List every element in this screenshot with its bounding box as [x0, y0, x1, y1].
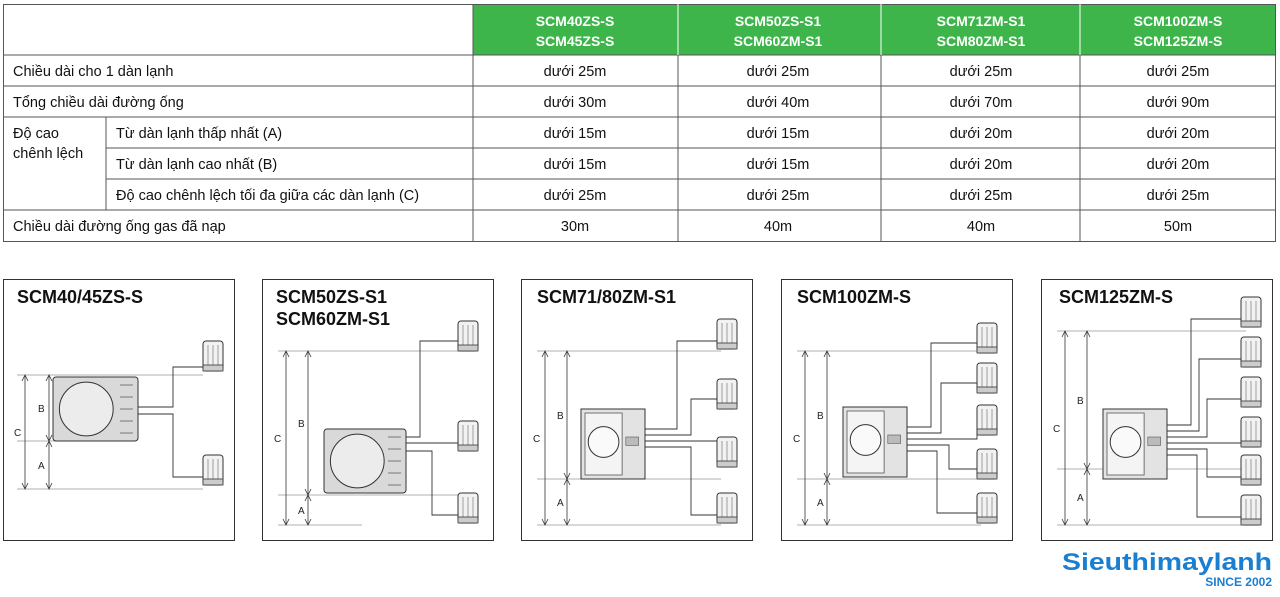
indoor-unit: [717, 493, 737, 523]
indoor-unit: [203, 455, 223, 485]
header-col1-line2: SCM45ZS-S: [535, 33, 615, 49]
brand-logo-svg: [1060, 548, 1276, 592]
diagram-3-title: SCM71/80ZM-S1: [537, 287, 677, 307]
spec-table-svg: [3, 4, 1276, 242]
dimension-label: C: [274, 434, 282, 445]
indoor-unit: [717, 437, 737, 467]
cell-r5-c1: dưới 25m: [543, 188, 607, 204]
diagram-5-svg: [1041, 279, 1273, 541]
diagram-2-title-line1: SCM50ZS-S1: [276, 287, 388, 307]
diagram-1: [3, 279, 235, 541]
row-label-1: Chiều dài cho 1 dàn lạnh: [13, 64, 174, 80]
group-label-line2: chênh lệch: [13, 146, 84, 162]
dimension-label: A: [817, 498, 824, 509]
indoor-unit: [1241, 495, 1261, 525]
cell-r1-c4: dưới 25m: [1146, 64, 1210, 80]
cell-r5-c2: dưới 25m: [746, 188, 810, 204]
row-label-3: Từ dàn lạnh thấp nhất (A): [116, 126, 283, 142]
outdoor-valve-panel: [888, 435, 901, 443]
dimension-label: A: [38, 461, 45, 472]
indoor-unit: [1241, 337, 1261, 367]
cell-r5-c4: dưới 25m: [1146, 188, 1210, 204]
indoor-unit: [1241, 377, 1261, 407]
header-col3-line2: SCM80ZM-S1: [936, 33, 1026, 49]
dimension-label: B: [1077, 396, 1084, 407]
cell-r3-c2: dưới 15m: [746, 126, 810, 142]
refrigerant-pipe: [645, 441, 717, 457]
dimension-label: C: [793, 434, 801, 445]
indoor-unit: [977, 449, 997, 479]
indoor-unit: [977, 363, 997, 393]
outdoor-fan: [59, 382, 113, 436]
header-col3-line1: SCM71ZM-S1: [936, 13, 1026, 29]
diagram-2: [262, 279, 494, 541]
diagram-3: [521, 279, 753, 541]
dimension-label: B: [817, 411, 824, 422]
outdoor-fan: [850, 425, 881, 456]
refrigerant-pipe: [138, 367, 203, 407]
diagram-3-svg: [521, 279, 753, 541]
indoor-unit: [1241, 455, 1261, 485]
indoor-unit: [1241, 417, 1261, 447]
indoor-unit: [458, 493, 478, 523]
row-label-6: Chiều dài đường ống gas đã nạp: [13, 219, 226, 235]
outdoor-valve-panel: [626, 437, 639, 445]
dimension-label: B: [557, 411, 564, 422]
cell-r1-c2: dưới 25m: [746, 64, 810, 80]
diagram-4: [781, 279, 1013, 541]
refrigerant-pipe: [645, 447, 717, 515]
refrigerant-pipe: [406, 451, 458, 515]
outdoor-fan: [1110, 427, 1141, 458]
dimension-label: A: [1077, 493, 1084, 504]
indoor-unit: [1241, 297, 1261, 327]
diagram-4-svg: [781, 279, 1013, 541]
cell-r3-c4: dưới 20m: [1146, 126, 1210, 142]
brand-logo: [1060, 548, 1276, 592]
refrigerant-pipe: [907, 343, 977, 427]
cell-r2-c2: dưới 40m: [746, 95, 810, 111]
refrigerant-pipe: [645, 399, 717, 435]
dimension-label: C: [14, 428, 22, 439]
row-label-4: Từ dàn lạnh cao nhất (B): [116, 157, 278, 173]
cell-r6-c2: 40m: [763, 219, 793, 235]
outdoor-fan: [330, 434, 384, 488]
cell-r3-c3: dưới 20m: [949, 126, 1013, 142]
refrigerant-pipe: [138, 414, 203, 477]
logo-wordmark: Sieuthimaylanh: [1062, 549, 1272, 576]
diagram-1-title: SCM40/45ZS-S: [17, 287, 144, 307]
row-label-5: Độ cao chênh lệch tối đa giữa các dàn lạnh (C): [116, 188, 420, 204]
dimension-label: C: [533, 434, 541, 445]
cell-r6-c1: 30m: [560, 219, 590, 235]
outdoor-fan: [588, 427, 619, 458]
diagram-5: [1041, 279, 1273, 541]
diagram-2-svg: [262, 279, 494, 541]
cell-r4-c2: dưới 15m: [746, 157, 810, 173]
dimension-label: B: [298, 419, 305, 430]
cell-r4-c4: dưới 20m: [1146, 157, 1210, 173]
indoor-unit: [977, 493, 997, 523]
diagram-2-title-line2: SCM60ZM-S1: [276, 309, 391, 329]
refrigerant-pipe: [645, 341, 717, 429]
refrigerant-pipe: [907, 383, 977, 433]
diagram-1-svg: [3, 279, 235, 541]
dimension-label: C: [1053, 424, 1061, 435]
cell-r1-c1: dưới 25m: [543, 64, 607, 80]
diagram-4-title: SCM100ZM-S: [797, 287, 912, 307]
cell-r2-c1: dưới 30m: [543, 95, 607, 111]
header-blank: [3, 4, 473, 55]
cell-r4-c1: dưới 15m: [543, 157, 607, 173]
cell-r6-c3: 40m: [966, 219, 996, 235]
cell-r2-c3: dưới 70m: [949, 95, 1013, 111]
header-col4-line1: SCM100ZM-S: [1133, 13, 1223, 29]
refrigerant-pipe: [907, 451, 977, 513]
indoor-unit: [977, 323, 997, 353]
refrigerant-pipe: [1167, 319, 1241, 425]
cell-r3-c1: dưới 15m: [543, 126, 607, 142]
logo-tagline: SINCE 2002: [1205, 575, 1272, 589]
refrigerant-pipe: [1167, 455, 1241, 517]
cell-r2-c4: dưới 90m: [1146, 95, 1210, 111]
cell-r5-c3: dưới 25m: [949, 188, 1013, 204]
header-col1-line1: SCM40ZS-S: [535, 13, 615, 29]
indoor-unit: [458, 421, 478, 451]
dimension-label: A: [557, 498, 564, 509]
outdoor-valve-panel: [1148, 437, 1161, 445]
refrigerant-pipe: [1167, 359, 1241, 431]
indoor-unit: [203, 341, 223, 371]
indoor-unit: [458, 321, 478, 351]
cell-r4-c3: dưới 20m: [949, 157, 1013, 173]
refrigerant-pipe: [1167, 449, 1241, 477]
dimension-label: A: [298, 506, 305, 517]
header-col2-line2: SCM60ZM-S1: [733, 33, 823, 49]
spec-table: [3, 4, 1276, 242]
indoor-unit: [717, 379, 737, 409]
group-label-line1: Độ cao: [13, 126, 59, 142]
indoor-unit: [977, 405, 997, 435]
indoor-unit: [717, 319, 737, 349]
diagram-5-title: SCM125ZM-S: [1059, 287, 1174, 307]
cell-r6-c4: 50m: [1163, 219, 1193, 235]
refrigerant-pipe: [907, 445, 977, 469]
refrigerant-pipe: [406, 341, 458, 437]
refrigerant-pipe: [1167, 439, 1241, 443]
row-label-2: Tổng chiều dài đường ống: [13, 95, 184, 111]
header-col4-line2: SCM125ZM-S: [1133, 33, 1223, 49]
header-col2-line1: SCM50ZS-S1: [734, 13, 822, 29]
cell-r1-c3: dưới 25m: [949, 64, 1013, 80]
dimension-label: B: [38, 404, 45, 415]
